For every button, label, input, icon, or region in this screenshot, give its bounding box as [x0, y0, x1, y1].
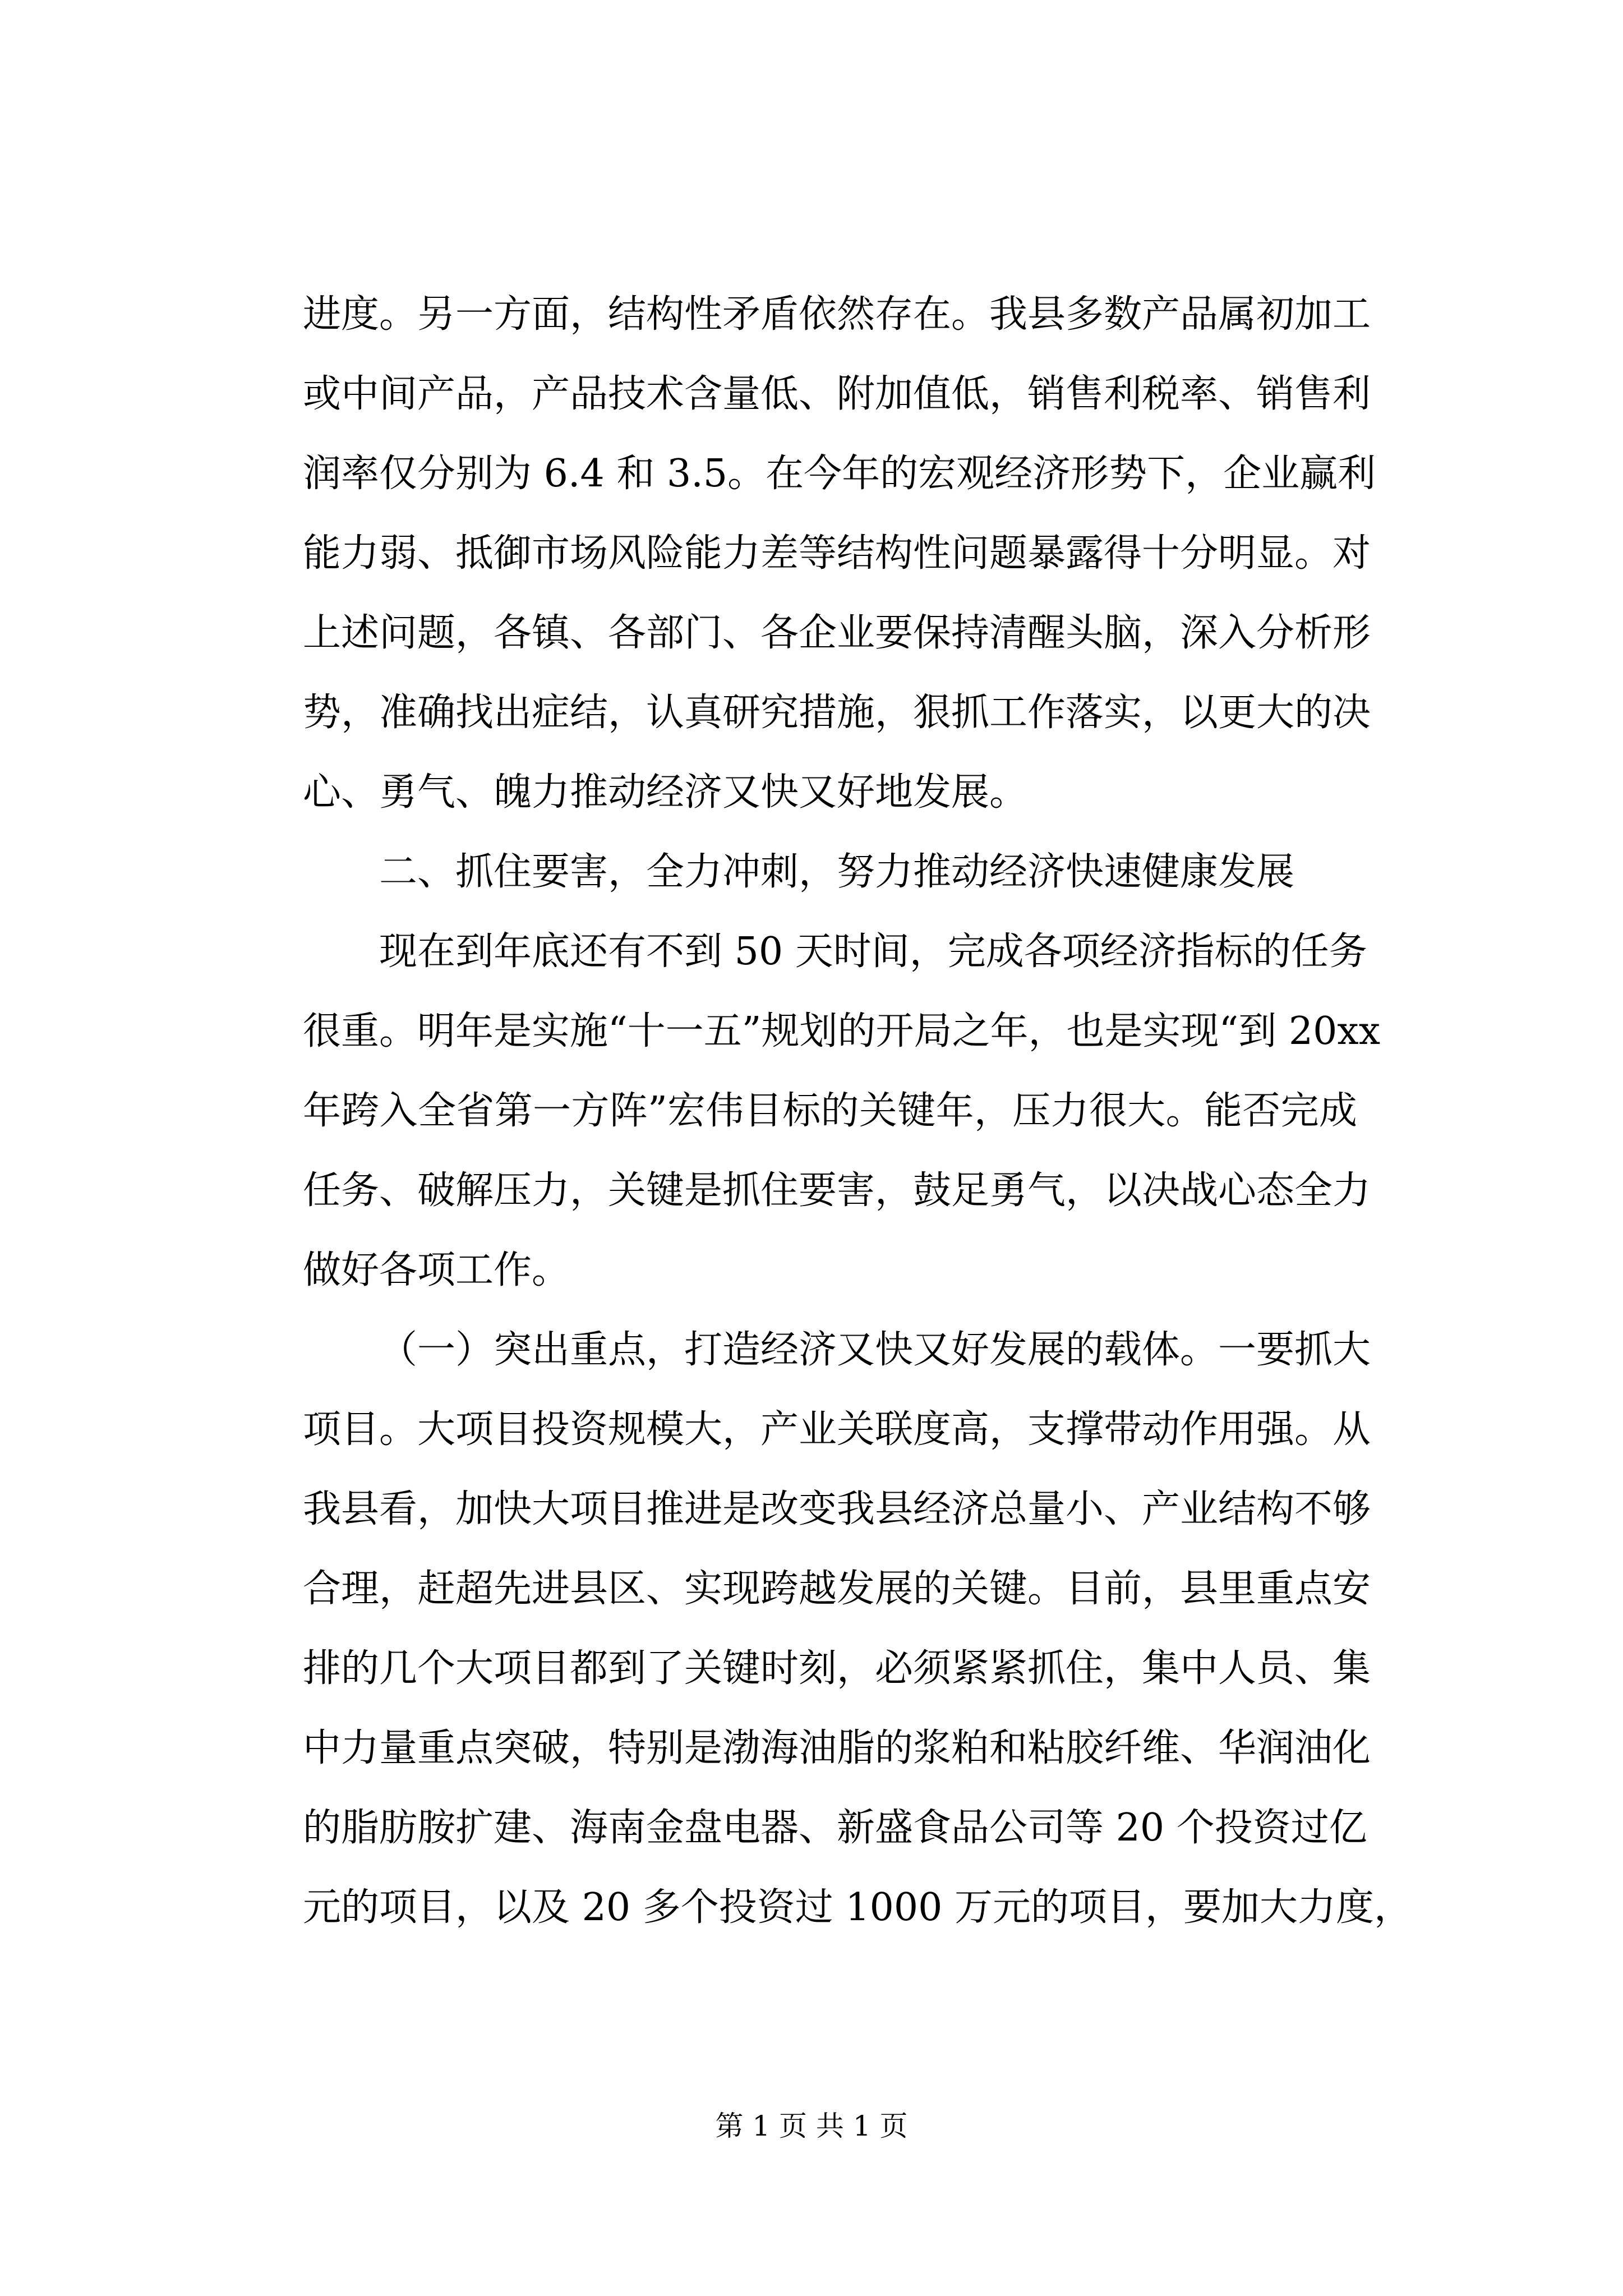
text-line: 或中间产品，产品技术含量低、附加值低，销售利税率、销售利	[303, 372, 1371, 416]
text-line: 我县看，加快大项目推进是改变我县经济总量小、产业结构不够	[303, 1487, 1371, 1531]
text-line: 年跨入全省第一方阵”宏伟目标的关键年，压力很大。能否完成	[303, 1089, 1358, 1133]
text-line: 项目。大项目投资规模大，产业关联度高，支撑带动作用强。从	[303, 1407, 1371, 1452]
section-heading: 二、抓住要害，全力冲刺，努力推动经济快速健康发展	[379, 850, 1295, 894]
body-text	[303, 275, 1413, 1948]
text-line: 合理，赶超先进县区、实现跨越发展的关键。目前，县里重点安	[303, 1567, 1371, 1611]
text-line: 现在到年底还有不到 50 天时间，完成各项经济指标的任务	[379, 930, 1367, 974]
page-number: 第 1 页 共 1 页	[715, 2110, 908, 2142]
text-line: 任务、破解压力，关键是抓住要害，鼓足勇气，以决战心态全力	[303, 1168, 1371, 1213]
text-line: 进度。另一方面，结构性矛盾依然存在。我县多数产品属初加工	[303, 292, 1371, 337]
text-line: 很重。明年是实施“十一五”规划的开局之年，也是实现“到 20xx	[303, 1009, 1381, 1053]
text-line: 心、勇气、魄力推动经济又快又好地发展。	[303, 770, 1028, 815]
subsection-line: （一）突出重点，打造经济又快又好发展的载体。一要抓大	[379, 1328, 1371, 1372]
text-line: 能力弱、抵御市场风险能力差等结构性问题暴露得十分明显。对	[303, 531, 1371, 576]
text-line: 做好各项工作。	[303, 1248, 570, 1292]
text-line: 中力量重点突破，特别是渤海油脂的浆粕和粘胶纤维、华润油化	[303, 1726, 1371, 1770]
text-line: 上述问题，各镇、各部门、各企业要保持清醒头脑，深入分析形	[303, 611, 1371, 655]
text-line: 排的几个大项目都到了关键时刻，必须紧紧抓住，集中人员、集	[303, 1646, 1371, 1691]
text-line: 元的项目，以及 20 多个投资过 1000 万元的项目，要加大力度，	[303, 1885, 1413, 1930]
text-line: 的脂肪胺扩建、海南金盘电器、新盛食品公司等 20 个投资过亿	[303, 1806, 1367, 1850]
text-line: 势，准确找出症结，认真研究措施，狠抓工作落实，以更大的决	[303, 691, 1371, 735]
text-line: 润率仅分别为 6.4 和 3.5。在今年的宏观经济形势下，企业赢利	[303, 452, 1376, 496]
